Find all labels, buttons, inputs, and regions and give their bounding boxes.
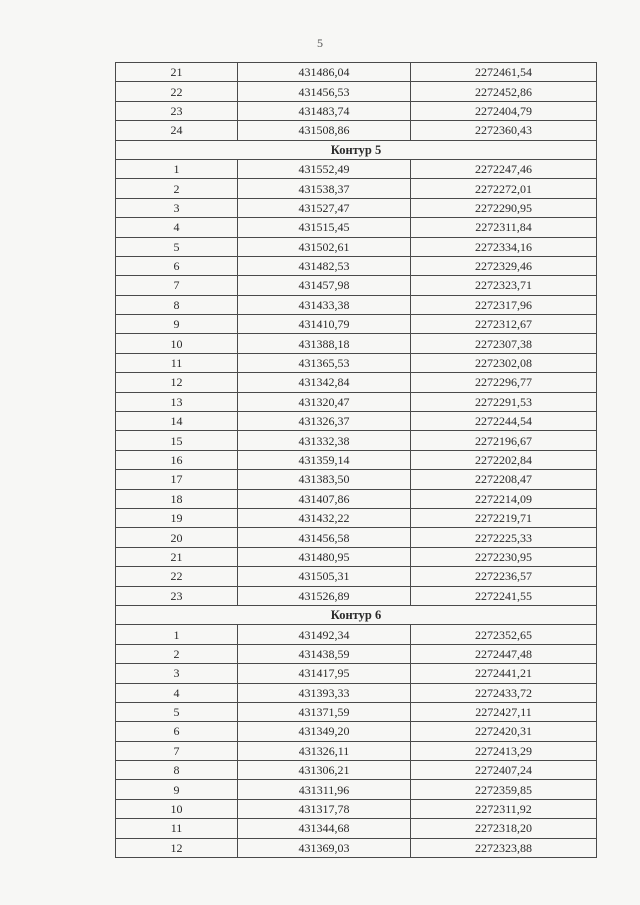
table-row [116, 353, 597, 372]
table-row [116, 819, 597, 838]
point-number-cell: 20 [116, 528, 238, 547]
y-coordinate-cell: 2272312,67 [411, 315, 597, 334]
point-number-cell: 2 [116, 644, 238, 663]
x-coordinate-cell: 431317,78 [238, 799, 411, 818]
x-coordinate-cell: 431538,37 [238, 179, 411, 198]
point-number-cell: 16 [116, 450, 238, 469]
x-coordinate-cell: 431311,96 [238, 780, 411, 799]
point-number-cell: 7 [116, 741, 238, 760]
point-number-cell: 23 [116, 101, 238, 120]
x-coordinate-cell: 431502,61 [238, 237, 411, 256]
y-coordinate-cell: 2272452,86 [411, 82, 597, 101]
y-coordinate-cell: 2272318,20 [411, 819, 597, 838]
point-number-cell: 6 [116, 256, 238, 275]
point-number-cell: 4 [116, 683, 238, 702]
table-row [116, 373, 597, 392]
y-coordinate-cell: 2272241,55 [411, 586, 597, 605]
x-coordinate-cell: 431432,22 [238, 508, 411, 527]
x-coordinate-cell: 431407,86 [238, 489, 411, 508]
y-coordinate-cell: 2272291,53 [411, 392, 597, 411]
table-row [116, 63, 597, 82]
table-row [116, 218, 597, 237]
table-row [116, 644, 597, 663]
table-row [116, 237, 597, 256]
table-row [116, 159, 597, 178]
y-coordinate-cell: 2272352,65 [411, 625, 597, 644]
x-coordinate-cell: 431492,34 [238, 625, 411, 644]
table-row [116, 528, 597, 547]
y-coordinate-cell: 2272359,85 [411, 780, 597, 799]
x-coordinate-cell: 431433,38 [238, 295, 411, 314]
x-coordinate-cell: 431527,47 [238, 198, 411, 217]
y-coordinate-cell: 2272214,09 [411, 489, 597, 508]
table-row [116, 412, 597, 431]
y-coordinate-cell: 2272247,46 [411, 159, 597, 178]
table-row [116, 625, 597, 644]
point-number-cell: 12 [116, 838, 238, 857]
x-coordinate-cell: 431320,47 [238, 392, 411, 411]
table-row [116, 838, 597, 857]
x-coordinate-cell: 431344,68 [238, 819, 411, 838]
point-number-cell: 9 [116, 315, 238, 334]
point-number-cell: 18 [116, 489, 238, 508]
x-coordinate-cell: 431371,59 [238, 702, 411, 721]
point-number-cell: 24 [116, 121, 238, 140]
y-coordinate-cell: 2272230,95 [411, 547, 597, 566]
table-row [116, 470, 597, 489]
y-coordinate-cell: 2272427,11 [411, 702, 597, 721]
point-number-cell: 15 [116, 431, 238, 450]
y-coordinate-cell: 2272447,48 [411, 644, 597, 663]
y-coordinate-cell: 2272219,71 [411, 508, 597, 527]
point-number-cell: 5 [116, 237, 238, 256]
x-coordinate-cell: 431369,03 [238, 838, 411, 857]
table-row [116, 508, 597, 527]
y-coordinate-cell: 2272420,31 [411, 722, 597, 741]
y-coordinate-cell: 2272290,95 [411, 198, 597, 217]
y-coordinate-cell: 2272302,08 [411, 353, 597, 372]
table-row [116, 101, 597, 120]
point-number-cell: 11 [116, 353, 238, 372]
point-number-cell: 9 [116, 780, 238, 799]
table-row [116, 702, 597, 721]
y-coordinate-cell: 2272407,24 [411, 761, 597, 780]
x-coordinate-cell: 431526,89 [238, 586, 411, 605]
point-number-cell: 1 [116, 625, 238, 644]
y-coordinate-cell: 2272208,47 [411, 470, 597, 489]
coordinates-table [115, 62, 597, 858]
contour-title: Контур 6 [116, 605, 597, 624]
point-number-cell: 2 [116, 179, 238, 198]
x-coordinate-cell: 431383,50 [238, 470, 411, 489]
x-coordinate-cell: 431438,59 [238, 644, 411, 663]
y-coordinate-cell: 2272236,57 [411, 567, 597, 586]
x-coordinate-cell: 431480,95 [238, 547, 411, 566]
table-row [116, 741, 597, 760]
x-coordinate-cell: 431359,14 [238, 450, 411, 469]
point-number-cell: 7 [116, 276, 238, 295]
table-row [116, 547, 597, 566]
x-coordinate-cell: 431326,11 [238, 741, 411, 760]
x-coordinate-cell: 431456,58 [238, 528, 411, 547]
x-coordinate-cell: 431515,45 [238, 218, 411, 237]
contour-title: Контур 5 [116, 140, 597, 159]
table-row [116, 179, 597, 198]
y-coordinate-cell: 2272323,88 [411, 838, 597, 857]
point-number-cell: 6 [116, 722, 238, 741]
table-row [116, 761, 597, 780]
point-number-cell: 22 [116, 82, 238, 101]
y-coordinate-cell: 2272433,72 [411, 683, 597, 702]
point-number-cell: 19 [116, 508, 238, 527]
x-coordinate-cell: 431508,86 [238, 121, 411, 140]
table-row [116, 198, 597, 217]
y-coordinate-cell: 2272323,71 [411, 276, 597, 295]
point-number-cell: 1 [116, 159, 238, 178]
point-number-cell: 14 [116, 412, 238, 431]
point-number-cell: 23 [116, 586, 238, 605]
x-coordinate-cell: 431417,95 [238, 664, 411, 683]
point-number-cell: 17 [116, 470, 238, 489]
table-row [116, 780, 597, 799]
table-row [116, 276, 597, 295]
table-row [116, 256, 597, 275]
y-coordinate-cell: 2272329,46 [411, 256, 597, 275]
x-coordinate-cell: 431388,18 [238, 334, 411, 353]
point-number-cell: 13 [116, 392, 238, 411]
x-coordinate-cell: 431505,31 [238, 567, 411, 586]
point-number-cell: 3 [116, 664, 238, 683]
x-coordinate-cell: 431306,21 [238, 761, 411, 780]
y-coordinate-cell: 2272307,38 [411, 334, 597, 353]
y-coordinate-cell: 2272311,84 [411, 218, 597, 237]
y-coordinate-cell: 2272360,43 [411, 121, 597, 140]
table-row [116, 82, 597, 101]
x-coordinate-cell: 431482,53 [238, 256, 411, 275]
y-coordinate-cell: 2272317,96 [411, 295, 597, 314]
y-coordinate-cell: 2272311,92 [411, 799, 597, 818]
y-coordinate-cell: 2272272,01 [411, 179, 597, 198]
x-coordinate-cell: 431326,37 [238, 412, 411, 431]
table-row [116, 586, 597, 605]
point-number-cell: 21 [116, 547, 238, 566]
x-coordinate-cell: 431410,79 [238, 315, 411, 334]
table-row [116, 431, 597, 450]
table-row [116, 121, 597, 140]
x-coordinate-cell: 431349,20 [238, 722, 411, 741]
point-number-cell: 4 [116, 218, 238, 237]
table-row [116, 392, 597, 411]
table-row [116, 489, 597, 508]
y-coordinate-cell: 2272404,79 [411, 101, 597, 120]
contour-header-row [116, 605, 597, 624]
table-row [116, 567, 597, 586]
table-row [116, 334, 597, 353]
x-coordinate-cell: 431342,84 [238, 373, 411, 392]
y-coordinate-cell: 2272334,16 [411, 237, 597, 256]
y-coordinate-cell: 2272225,33 [411, 528, 597, 547]
y-coordinate-cell: 2272413,29 [411, 741, 597, 760]
point-number-cell: 10 [116, 799, 238, 818]
point-number-cell: 8 [116, 761, 238, 780]
x-coordinate-cell: 431457,98 [238, 276, 411, 295]
y-coordinate-cell: 2272244,54 [411, 412, 597, 431]
y-coordinate-cell: 2272461,54 [411, 63, 597, 82]
page-number: 5 [317, 36, 323, 50]
x-coordinate-cell: 431456,53 [238, 82, 411, 101]
point-number-cell: 3 [116, 198, 238, 217]
point-number-cell: 21 [116, 63, 238, 82]
point-number-cell: 5 [116, 702, 238, 721]
table-row [116, 315, 597, 334]
x-coordinate-cell: 431483,74 [238, 101, 411, 120]
point-number-cell: 10 [116, 334, 238, 353]
point-number-cell: 8 [116, 295, 238, 314]
y-coordinate-cell: 2272441,21 [411, 664, 597, 683]
y-coordinate-cell: 2272202,84 [411, 450, 597, 469]
y-coordinate-cell: 2272196,67 [411, 431, 597, 450]
table-row [116, 722, 597, 741]
contour-header-row [116, 140, 597, 159]
x-coordinate-cell: 431365,53 [238, 353, 411, 372]
x-coordinate-cell: 431552,49 [238, 159, 411, 178]
point-number-cell: 12 [116, 373, 238, 392]
coordinates-table-body [116, 63, 597, 858]
x-coordinate-cell: 431332,38 [238, 431, 411, 450]
point-number-cell: 11 [116, 819, 238, 838]
x-coordinate-cell: 431486,04 [238, 63, 411, 82]
table-row [116, 450, 597, 469]
table-row [116, 683, 597, 702]
table-row [116, 295, 597, 314]
y-coordinate-cell: 2272296,77 [411, 373, 597, 392]
table-row [116, 799, 597, 818]
x-coordinate-cell: 431393,33 [238, 683, 411, 702]
table-row [116, 664, 597, 683]
point-number-cell: 22 [116, 567, 238, 586]
